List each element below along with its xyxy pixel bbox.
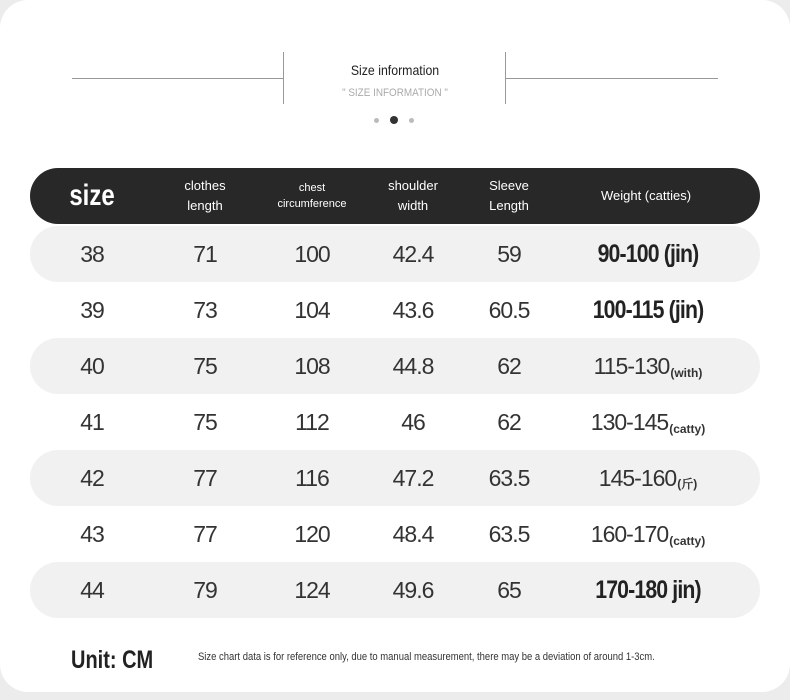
cell-size: 42 (80, 464, 104, 491)
dot-active (390, 116, 398, 124)
cell-chest: 108 (294, 352, 330, 379)
section-title: Size information (350, 62, 440, 78)
cell-weight (591, 506, 705, 562)
cell-weight (594, 338, 703, 394)
weight-unit: (catty) (669, 534, 706, 548)
header-chest-circumference: chest circumference (277, 182, 347, 210)
header-shoulder-width: shoulder width (388, 178, 438, 213)
cell-length: 71 (193, 240, 217, 267)
weight-unit: (斤) (677, 477, 698, 491)
divider-vertical-left (283, 52, 284, 104)
cell-size: 43 (80, 520, 104, 547)
weight-range: 130-145 (590, 408, 669, 435)
cell-sleeve: 59 (497, 240, 521, 267)
cell-sleeve: 60.5 (488, 296, 530, 323)
pagination-dots (374, 116, 414, 124)
weight-range: 100-115 (jin) (592, 295, 704, 324)
cell-size: 39 (80, 296, 104, 323)
cell-length: 73 (193, 296, 217, 323)
table-row (30, 282, 760, 338)
divider-left (72, 78, 284, 79)
table-row (30, 394, 760, 450)
header-weight: Weight (catties) (600, 188, 692, 203)
cell-shoulder: 47.2 (392, 464, 434, 491)
cell-chest: 100 (294, 240, 330, 267)
cell-length: 75 (193, 408, 217, 435)
weight-range: 145-160 (598, 464, 677, 491)
cell-size: 40 (80, 352, 104, 379)
cell-length: 77 (193, 520, 217, 547)
cell-shoulder: 49.6 (392, 576, 434, 603)
weight-range: 115-130 (593, 352, 670, 379)
cell-size: 41 (80, 408, 104, 435)
divider-vertical-right (505, 52, 506, 104)
cell-length: 75 (193, 352, 217, 379)
cell-weight (599, 450, 697, 506)
divider-right (506, 78, 718, 79)
cell-shoulder: 43.6 (392, 296, 434, 323)
cell-shoulder: 48.4 (392, 520, 434, 547)
weight-range: 170-180 jin) (595, 575, 701, 604)
cell-sleeve: 63.5 (488, 464, 530, 491)
weight-range: 160-170 (590, 520, 669, 547)
cell-shoulder: 42.4 (392, 240, 434, 267)
cell-chest: 116 (295, 464, 329, 491)
cell-weight (595, 562, 701, 618)
cell-chest: 124 (294, 576, 330, 603)
cell-chest: 104 (294, 296, 330, 323)
table-header (30, 168, 760, 224)
dot (409, 118, 414, 123)
section-subtitle: " SIZE INFORMATION " (342, 87, 448, 99)
table-row (30, 562, 760, 618)
cell-weight (591, 394, 705, 450)
dot (374, 118, 379, 123)
cell-sleeve: 63.5 (488, 520, 530, 547)
table-row (30, 450, 760, 506)
cell-length: 77 (193, 464, 217, 491)
cell-chest: 112 (295, 408, 329, 435)
cell-weight (598, 226, 699, 282)
weight-range: 90-100 (jin) (597, 239, 699, 268)
cell-size: 44 (80, 576, 104, 603)
cell-chest: 120 (294, 520, 330, 547)
cell-length: 79 (193, 576, 217, 603)
cell-sleeve: 65 (497, 576, 521, 603)
header-size: size (69, 179, 115, 212)
unit-label: Unit: CM (71, 646, 154, 674)
table-row (30, 338, 760, 394)
cell-weight (593, 282, 704, 338)
table-row (30, 226, 760, 282)
weight-unit: (with) (670, 366, 703, 380)
disclaimer-note: Size chart data is for reference only, due to manual measurement, there may be a deviation of around 1-3cm. (198, 651, 655, 663)
header-clothes-length: clothes length (184, 178, 226, 213)
cell-shoulder: 46 (401, 408, 425, 435)
cell-shoulder: 44.8 (392, 352, 434, 379)
cell-sleeve: 62 (497, 352, 521, 379)
header-sleeve-length: Sleeve Length (489, 178, 529, 213)
table-row (30, 506, 760, 562)
cell-size: 38 (80, 240, 104, 267)
cell-sleeve: 62 (497, 408, 521, 435)
weight-unit: (catty) (669, 422, 706, 436)
